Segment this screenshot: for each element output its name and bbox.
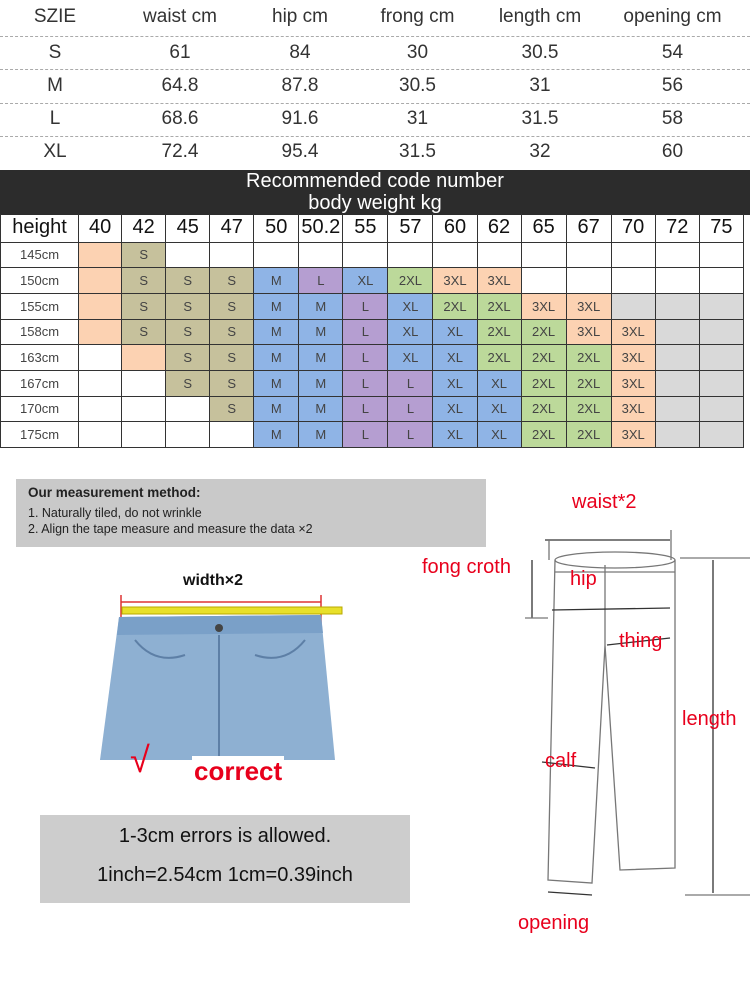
size-recommendation-cell	[655, 319, 699, 345]
size-recommendation-cell	[699, 345, 743, 371]
size-cell: S	[48, 42, 62, 63]
size-cell: 61	[169, 42, 191, 63]
size-recommendation-cell: XL	[433, 319, 477, 345]
size-cell: 68.6	[161, 108, 199, 129]
size-recommendation-cell: XL	[388, 319, 433, 345]
height-row	[1, 268, 744, 294]
size-recommendation-cell: 3XL	[611, 422, 655, 448]
size-recommendation-cell	[79, 242, 122, 268]
size-recommendation-cell	[655, 370, 699, 396]
size-recommendation-cell: S	[166, 370, 210, 396]
header-waist: waist cm	[143, 6, 217, 27]
size-recommendation-cell: 3XL	[433, 268, 477, 294]
weight-header: 75	[699, 214, 743, 242]
measurement-method-box	[16, 479, 486, 547]
size-recommendation-cell	[79, 422, 122, 448]
size-recommendation-cell: XL	[388, 345, 433, 371]
thigh-label: thing	[619, 630, 663, 652]
height-label: 158cm	[1, 319, 79, 345]
banner-title: Recommended code number	[246, 170, 504, 192]
weight-header: 67	[566, 214, 611, 242]
size-cell: L	[49, 108, 61, 129]
weight-header: 47	[210, 214, 254, 242]
recommend-banner	[0, 170, 750, 215]
fong-croth-label: fong croth	[422, 556, 511, 578]
size-recommendation-cell: 2XL	[477, 345, 521, 371]
header-opening: opening cm	[623, 6, 722, 27]
size-recommendation-cell: 2XL	[433, 293, 477, 319]
height-header: height	[1, 214, 79, 242]
height-label: 170cm	[1, 396, 79, 422]
size-recommendation-cell: S	[166, 319, 210, 345]
size-recommendation-cell	[122, 396, 166, 422]
size-recommendation-cell	[655, 422, 699, 448]
weight-header: 50	[254, 214, 299, 242]
opening-label: opening	[518, 912, 590, 934]
size-row	[0, 75, 750, 97]
size-cell: 84	[289, 42, 311, 63]
size-recommendation-cell	[477, 242, 521, 268]
size-recommendation-cell: 3XL	[566, 293, 611, 319]
size-recommendation-cell	[699, 242, 743, 268]
banner-subtitle: body weight kg	[308, 192, 442, 214]
size-recommendation-cell: XL	[433, 345, 477, 371]
size-recommendation-cell: 2XL	[566, 422, 611, 448]
method-item: 2. Align the tape measure and measure the data ×2	[28, 522, 313, 536]
size-recommendation-cell: S	[210, 268, 254, 294]
size-recommendation-cell	[166, 422, 210, 448]
size-recommendation-cell: 3XL	[611, 345, 655, 371]
size-recommendation-cell: M	[299, 345, 343, 371]
size-recommendation-cell	[388, 242, 433, 268]
size-cell: 56	[661, 75, 684, 96]
size-recommendation-cell	[521, 268, 566, 294]
tolerance-note	[40, 815, 410, 903]
size-recommendation-cell: 2XL	[521, 396, 566, 422]
size-cell: 30.5	[399, 75, 436, 96]
size-recommendation-cell	[611, 242, 655, 268]
size-recommendation-cell: 2XL	[477, 293, 521, 319]
weight-header: 40	[79, 214, 122, 242]
size-cell: 64.8	[161, 75, 199, 96]
size-recommendation-cell: 2XL	[388, 268, 433, 294]
size-recommendation-cell	[210, 242, 254, 268]
size-recommendation-cell: L	[343, 293, 388, 319]
size-recommendation-cell	[611, 268, 655, 294]
hip-label: hip	[570, 568, 597, 590]
size-recommendation-cell: L	[343, 396, 388, 422]
size-recommendation-cell	[521, 242, 566, 268]
length-label: length	[682, 708, 737, 730]
size-recommendation-cell: M	[254, 370, 299, 396]
header-hip: hip cm	[272, 6, 328, 27]
size-recommendation-cell	[655, 345, 699, 371]
size-recommendation-cell	[166, 396, 210, 422]
height-row	[1, 319, 744, 345]
header-length: length cm	[498, 6, 582, 27]
size-recommendation-cell: S	[166, 293, 210, 319]
weight-header: 70	[611, 214, 655, 242]
size-recommendation-cell: M	[299, 396, 343, 422]
size-recommendation-cell	[655, 293, 699, 319]
size-cell: 54	[661, 42, 684, 63]
method-title: Our measurement method:	[28, 485, 201, 500]
size-recommendation-cell	[699, 319, 743, 345]
size-recommendation-cell: S	[166, 268, 210, 294]
size-recommendation-cell: XL	[477, 422, 521, 448]
size-recommendation-cell	[122, 422, 166, 448]
size-recommendation-cell: L	[299, 268, 343, 294]
size-table-header	[0, 6, 750, 28]
size-recommendation-cell: 3XL	[477, 268, 521, 294]
size-recommendation-cell: 2XL	[566, 370, 611, 396]
height-row	[1, 242, 744, 268]
size-recommendation-cell: S	[210, 293, 254, 319]
size-recommendation-cell: S	[210, 319, 254, 345]
height-label: 163cm	[1, 345, 79, 371]
height-row	[1, 396, 744, 422]
size-recommendation-cell	[566, 242, 611, 268]
size-cell: 31	[529, 75, 551, 96]
size-recommendation-cell	[655, 268, 699, 294]
size-recommendation-cell: S	[122, 242, 166, 268]
size-recommendation-cell: M	[254, 319, 299, 345]
size-recommendation-cell: XL	[433, 422, 477, 448]
size-cell: 95.4	[281, 141, 319, 162]
width-label: width×2	[183, 572, 244, 589]
size-recommendation-cell: 3XL	[611, 370, 655, 396]
size-recommendation-cell	[699, 396, 743, 422]
size-recommendation-cell	[343, 242, 388, 268]
size-recommendation-cell: M	[254, 396, 299, 422]
weight-header: 55	[343, 214, 388, 242]
size-cell: XL	[43, 141, 67, 162]
size-recommendation-cell: M	[254, 345, 299, 371]
size-recommendation-cell: XL	[388, 293, 433, 319]
height-label: 145cm	[1, 242, 79, 268]
size-recommendation-cell: 2XL	[566, 396, 611, 422]
weight-header-row	[1, 214, 744, 242]
size-recommendation-cell: L	[343, 345, 388, 371]
size-recommendation-cell	[79, 293, 122, 319]
conversion-text: 1inch=2.54cm 1cm=0.39inch	[97, 864, 353, 886]
size-recommendation-cell: M	[299, 293, 343, 319]
height-label: 150cm	[1, 268, 79, 294]
size-recommendation-cell: L	[388, 422, 433, 448]
size-recommendation-cell	[79, 370, 122, 396]
size-recommendation-cell: S	[210, 396, 254, 422]
size-cell: 31.5	[521, 108, 559, 129]
size-recommendation-cell	[254, 242, 299, 268]
size-recommendation-cell: L	[343, 422, 388, 448]
method-item: 1. Naturally tiled, do not wrinkle	[28, 506, 202, 520]
size-recommendation-cell: S	[210, 370, 254, 396]
height-label: 155cm	[1, 293, 79, 319]
size-recommendation-cell: S	[122, 319, 166, 345]
weight-header: 65	[521, 214, 566, 242]
size-recommendation-cell	[79, 268, 122, 294]
size-recommendation-cell: 3XL	[566, 319, 611, 345]
size-recommendation-cell: 3XL	[521, 293, 566, 319]
weight-header: 57	[388, 214, 433, 242]
size-recommendation-cell	[699, 370, 743, 396]
tolerance-text: 1-3cm errors is allowed.	[118, 825, 332, 847]
size-row	[0, 141, 750, 163]
size-recommendation-cell: M	[299, 319, 343, 345]
size-cell: 32	[529, 141, 551, 162]
header-size: SZIE	[33, 6, 77, 27]
size-recommendation-cell: 2XL	[566, 345, 611, 371]
size-cell: 31.5	[399, 141, 436, 162]
size-table	[0, 0, 750, 170]
size-recommendation-cell	[699, 293, 743, 319]
size-recommendation-cell	[122, 345, 166, 371]
size-recommendation-cell: 2XL	[521, 319, 566, 345]
size-recommendation-cell: 3XL	[611, 319, 655, 345]
size-recommendation-cell: 3XL	[611, 396, 655, 422]
size-recommendation-cell: S	[210, 345, 254, 371]
size-recommendation-cell: XL	[343, 268, 388, 294]
weight-header: 42	[122, 214, 166, 242]
size-recommendation-cell	[433, 242, 477, 268]
size-recommendation-cell: XL	[477, 370, 521, 396]
height-row	[1, 345, 744, 371]
size-recommendation-cell	[655, 242, 699, 268]
size-cell: 91.6	[281, 108, 319, 129]
size-recommendation-cell	[699, 268, 743, 294]
height-label: 167cm	[1, 370, 79, 396]
size-recommendation-cell: S	[122, 268, 166, 294]
size-recommendation-cell	[566, 268, 611, 294]
size-recommendation-cell: M	[254, 293, 299, 319]
size-cell: 30.5	[521, 42, 559, 63]
size-recommendation-cell: 2XL	[521, 370, 566, 396]
size-row	[0, 42, 750, 64]
weight-header: 72	[655, 214, 699, 242]
size-cell: M	[47, 75, 63, 96]
size-recommendation-cell: 2XL	[521, 345, 566, 371]
size-recommendation-cell	[79, 396, 122, 422]
size-recommendation-cell: 2XL	[521, 422, 566, 448]
size-recommendation-cell: XL	[477, 396, 521, 422]
pants-diagram	[520, 500, 750, 980]
size-recommendation-cell	[122, 370, 166, 396]
jeans-photo	[95, 555, 350, 765]
height-row	[1, 422, 744, 448]
size-recommendation-cell	[699, 422, 743, 448]
size-cell: 30	[406, 42, 429, 63]
size-recommendation-cell	[655, 396, 699, 422]
weight-header: 45	[166, 214, 210, 242]
size-recommendation-cell	[79, 319, 122, 345]
size-cell: 31	[406, 108, 429, 129]
size-cell: 87.8	[281, 75, 319, 96]
size-row	[0, 108, 750, 130]
size-recommendation-cell: M	[299, 370, 343, 396]
size-recommendation-cell: L	[343, 370, 388, 396]
waist-label: waist*2	[572, 491, 637, 513]
height-row	[1, 370, 744, 396]
correct-label: correct	[194, 756, 283, 786]
size-cell: 58	[661, 108, 684, 129]
size-recommendation-cell: M	[254, 422, 299, 448]
weight-header: 60	[433, 214, 477, 242]
size-recommendation-cell: XL	[433, 396, 477, 422]
height-row	[1, 293, 744, 319]
size-recommendation-cell	[299, 242, 343, 268]
size-recommendation-cell: M	[254, 268, 299, 294]
header-frong: frong cm	[380, 6, 455, 27]
size-cell: 72.4	[161, 141, 199, 162]
recommended-size-table	[0, 214, 744, 448]
size-recommendation-cell: S	[122, 293, 166, 319]
size-recommendation-cell	[79, 345, 122, 371]
weight-header: 62	[477, 214, 521, 242]
checkmark-icon: √	[130, 739, 150, 780]
weight-header: 50.2	[299, 214, 343, 242]
size-recommendation-cell: L	[343, 319, 388, 345]
size-recommendation-cell: 2XL	[477, 319, 521, 345]
size-recommendation-cell: M	[299, 422, 343, 448]
size-recommendation-cell: S	[166, 345, 210, 371]
size-recommendation-cell	[166, 242, 210, 268]
size-recommendation-cell	[210, 422, 254, 448]
size-recommendation-cell: L	[388, 396, 433, 422]
height-label: 175cm	[1, 422, 79, 448]
size-cell: 60	[661, 141, 684, 162]
size-recommendation-cell: XL	[433, 370, 477, 396]
size-recommendation-cell: L	[388, 370, 433, 396]
size-recommendation-cell	[611, 293, 655, 319]
calf-label: calf	[545, 750, 577, 772]
